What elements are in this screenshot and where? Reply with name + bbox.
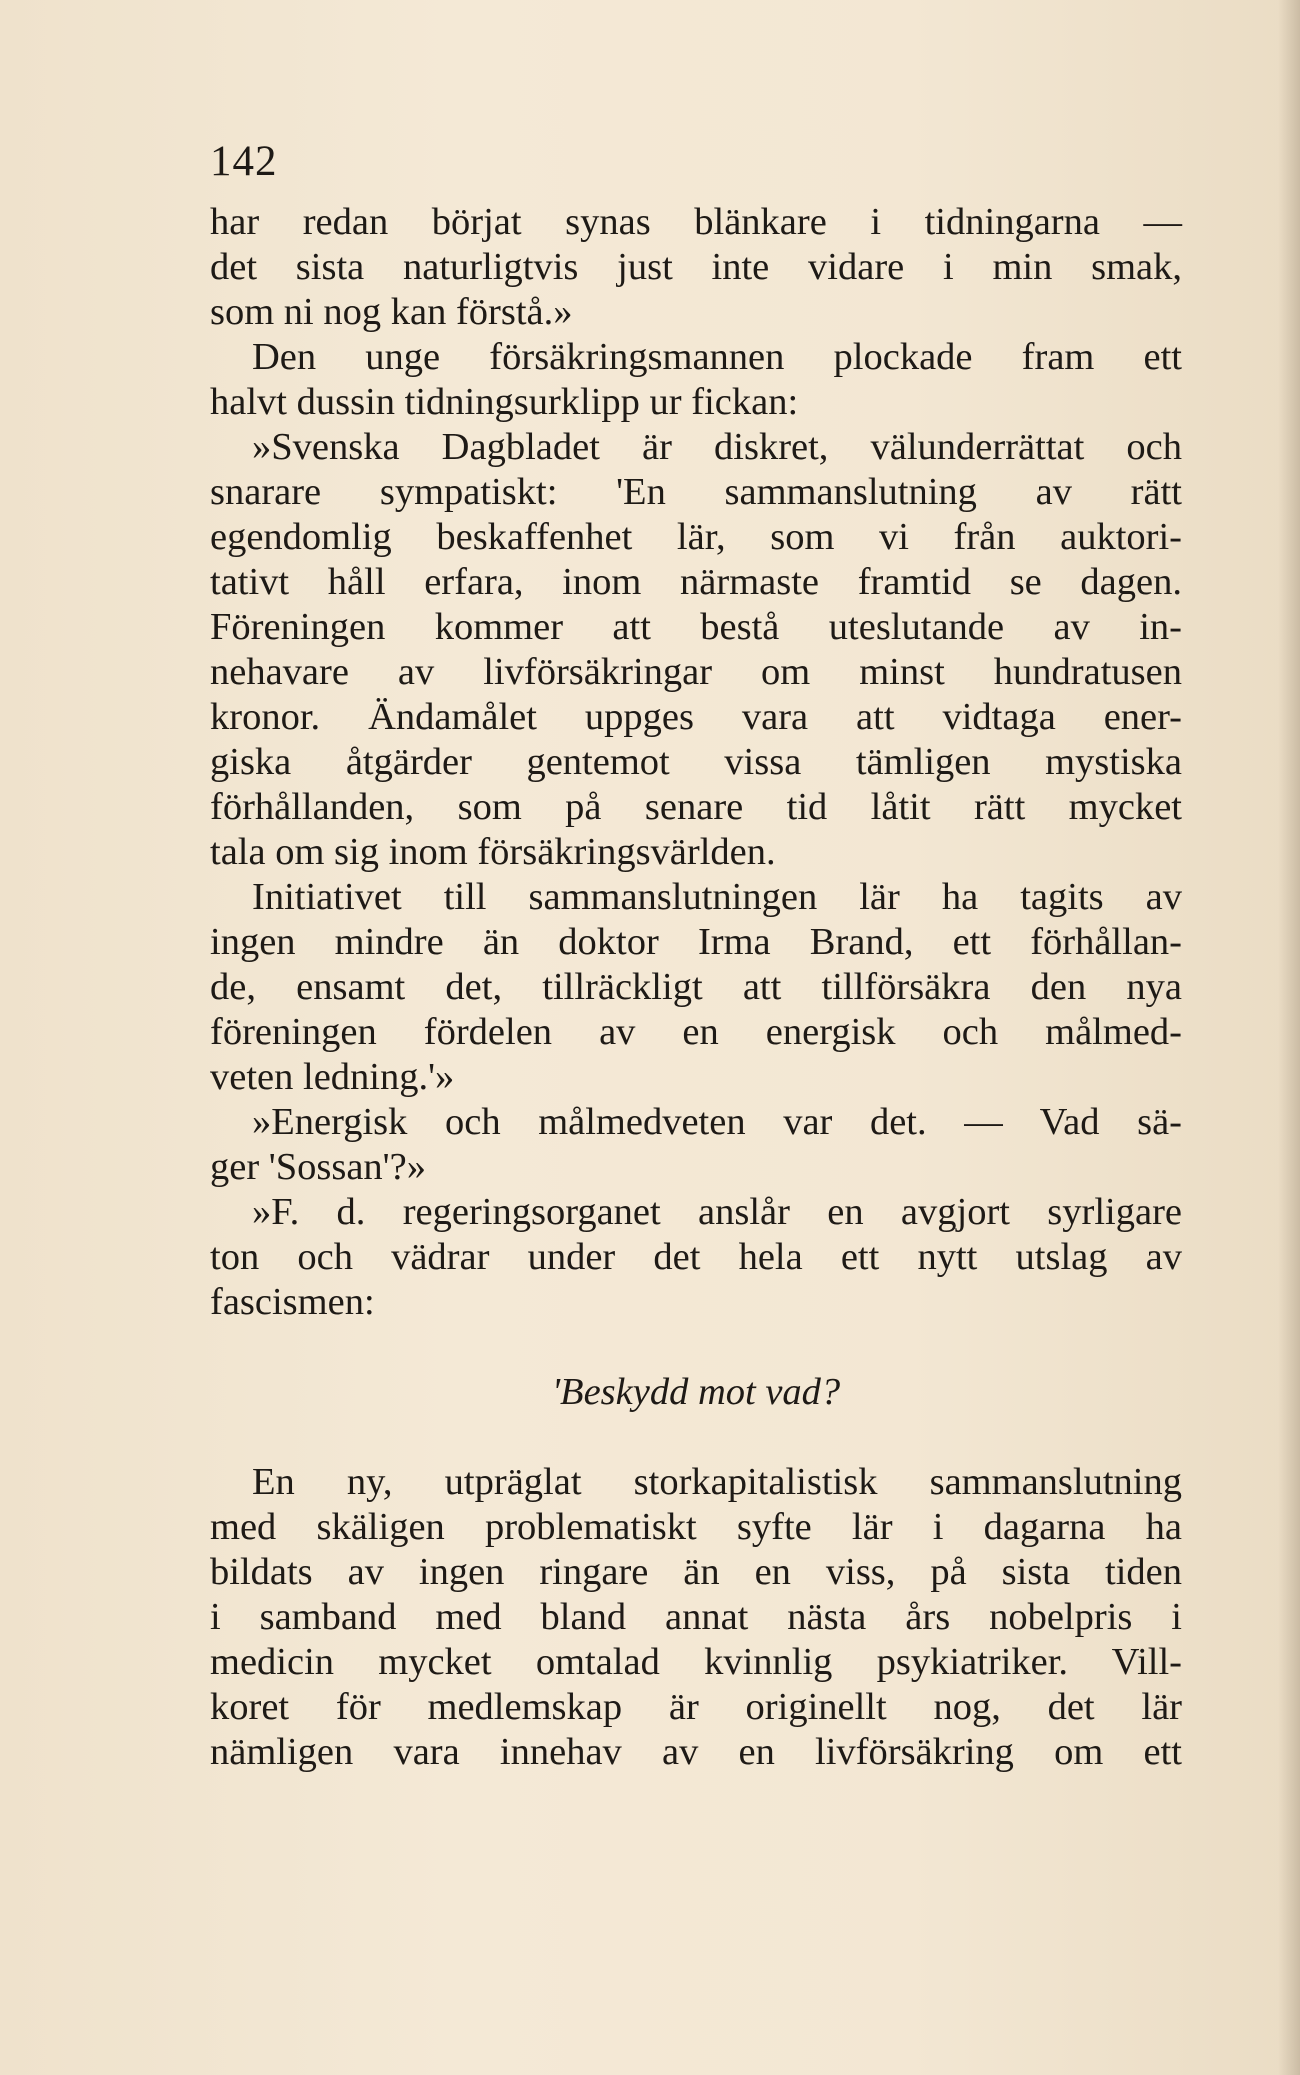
text-line: egendomlig beskaffenhet lär, som vi från auktori- [210, 516, 1182, 558]
text-line: ger 'Sossan'?» [210, 1146, 426, 1188]
text-line: giska åtgärder gentemot vissa tämligen mystiska [210, 741, 1182, 783]
text-line: kronor. Ändamålet uppges vara att vidtaga ener- [210, 696, 1182, 738]
section-spacer [210, 1415, 1182, 1460]
text-line: ingen mindre än doktor Irma Brand, ett förhållan- [210, 921, 1182, 963]
text-line: ton och vädrar under det hela ett nytt utslag av [210, 1236, 1182, 1278]
text-line: En ny, utpräglat storkapitalistisk sammanslutning [252, 1461, 1182, 1503]
text-line: tala om sig inom försäkringsvärlden. [210, 831, 776, 873]
page-edge-shadow [1278, 0, 1300, 2075]
text-line: medicin mycket omtalad kvinnlig psykiatriker. Vill- [210, 1641, 1182, 1683]
text-line: förhållanden, som på senare tid låtit rätt mycket [210, 786, 1182, 828]
text-line: fascismen: [210, 1281, 375, 1323]
text-line: »F. d. regeringsorganet anslår en avgjort syrligare [252, 1191, 1182, 1233]
text-line: koret för medlemskap är originellt nog, det lär [210, 1686, 1182, 1728]
text-line: nämligen vara innehav av en livförsäkring om ett [210, 1731, 1182, 1773]
text-line: Initiativet till sammanslutningen lär ha tagits av [252, 876, 1182, 918]
text-line: föreningen fördelen av en energisk och målmed- [210, 1011, 1182, 1053]
text-line: »Energisk och målmedveten var det. — Vad sä- [252, 1101, 1182, 1143]
body-text [210, 200, 1182, 1775]
text-line: Föreningen kommer att bestå uteslutande av in- [210, 606, 1182, 648]
text-line: i samband med bland annat nästa års nobelpris i [210, 1596, 1182, 1638]
text-line: de, ensamt det, tillräckligt att tillförsäkra den nya [210, 966, 1182, 1008]
text-line: »Svenska Dagbladet är diskret, välunderrättat och [252, 426, 1182, 468]
text-line: veten ledning.'» [210, 1056, 455, 1098]
text-line: bildats av ingen ringare än en viss, på sista tiden [210, 1551, 1182, 1593]
text-line: halvt dussin tidningsurklipp ur fickan: [210, 381, 799, 423]
text-line: tativt håll erfara, inom närmaste framtid se dagen. [210, 561, 1182, 603]
text-line: har redan börjat synas blänkare i tidningarna — [210, 201, 1182, 243]
text-line: med skäligen problematiskt syfte lär i dagarna ha [210, 1506, 1182, 1548]
text-line: snarare sympatiskt: 'En sammanslutning av rätt [210, 471, 1182, 513]
text-line: som ni nog kan förstå.» [210, 291, 573, 333]
text-line: nehavare av livförsäkringar om minst hundratusen [210, 651, 1182, 693]
page-number: 142 [210, 138, 278, 185]
section-spacer [210, 1325, 1182, 1370]
text-line: det sista naturligtvis just inte vidare i min smak, [210, 246, 1182, 288]
section-heading: 'Beskydd mot vad? [551, 1371, 841, 1413]
text-line: Den unge försäkringsmannen plockade fram ett [252, 336, 1182, 378]
